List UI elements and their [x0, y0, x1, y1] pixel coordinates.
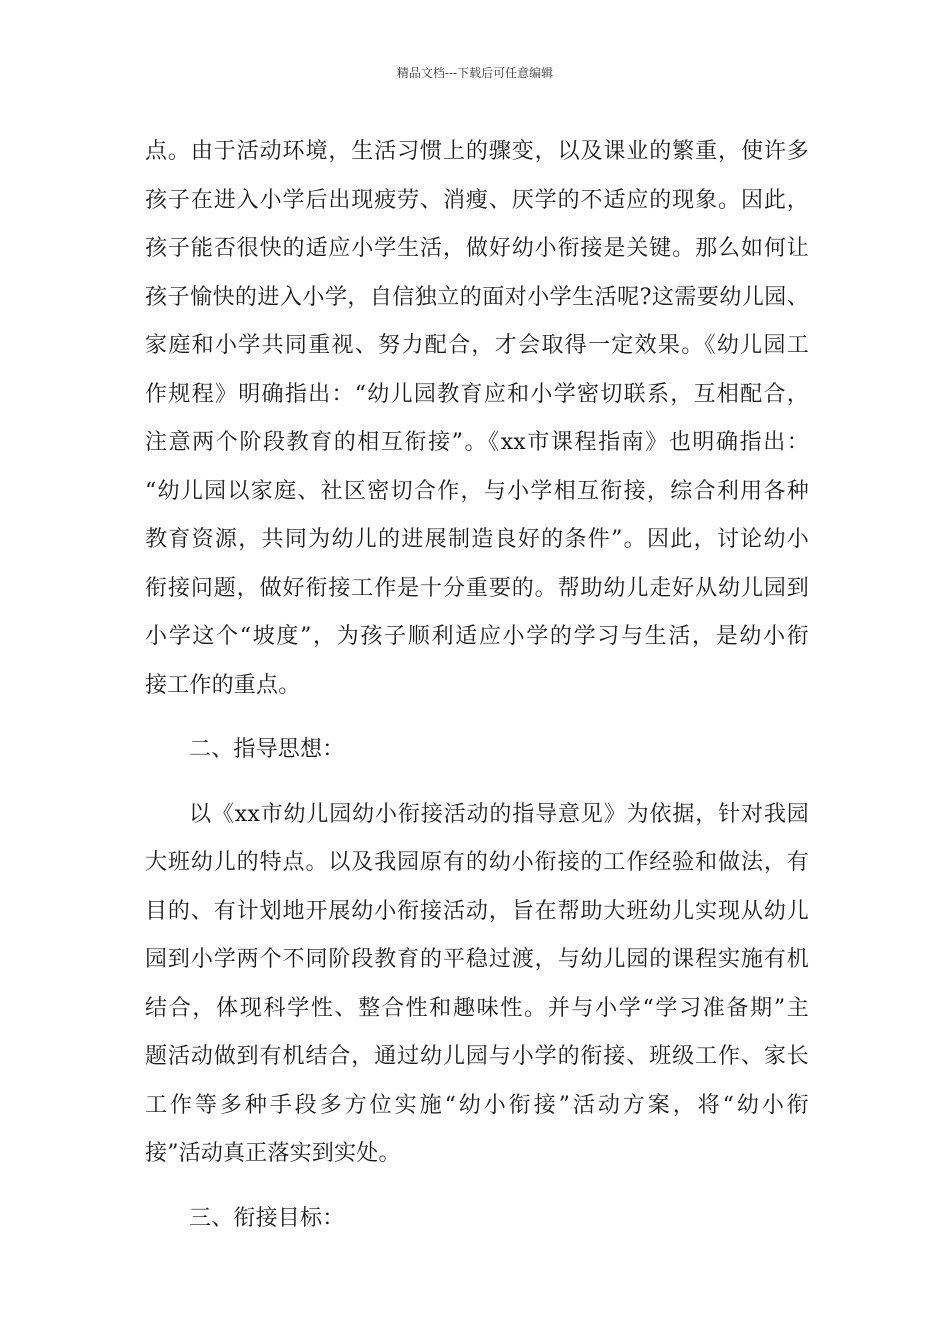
page-header: 精品文档---下载后可任意编辑: [396, 66, 554, 80]
document-body: [145, 128, 809, 1243]
paragraph-guiding-thought: [145, 791, 809, 1179]
text-line: 衔接问题，做好衔接工作是十分重要的。帮助幼儿走好从幼儿园到: [145, 575, 809, 601]
text-line: 大班幼儿的特点。以及我园原有的幼小衔接的工作经验和做法，有: [145, 850, 809, 875]
text-line: 孩子能否很快的适应小学生活，做好幼小衔接是关键。那么如何让: [145, 236, 809, 261]
text-line: 小学这个“坡度”，为孩子顺利适应小学的学习与生活，是幼小衔: [145, 624, 809, 649]
text-line: 接”活动真正落实到实处。: [145, 1141, 401, 1166]
text-line: 教育资源，共同为幼儿的进展制造良好的条件”。因此，讨论幼小: [145, 527, 809, 552]
text-line: 以《xx市幼儿园幼小衔接活动的指导意见》为依据，针对我园: [189, 801, 809, 827]
text-line: 目的、有计划地开展幼小衔接活动，旨在帮助大班幼儿实现从幼儿: [145, 898, 809, 924]
text-line: 点。由于活动环境，生活习惯上的骤变，以及课业的繁重，使许多: [145, 139, 809, 164]
text-line: 孩子在进入小学后出现疲劳、消瘦、厌学的不适应的现象。因此，: [145, 187, 809, 213]
text-line: 园到小学两个不同阶段教育的平稳过渡，与幼儿园的课程实施有机: [145, 947, 809, 972]
text-line: 孩子愉快的进入小学，自信独立的面对小学生活呢?这需要幼儿园、: [145, 284, 809, 310]
text-line: “幼儿园以家庭、社区密切合作，与小学相互衔接，综合利用各种: [145, 478, 809, 504]
text-line: 结合，体现科学性、整合性和趣味性。并与小学“学习准备期”主: [145, 995, 809, 1021]
paragraph-background: [145, 128, 809, 710]
text-line: 作规程》明确指出：“幼儿园教育应和小学密切联系，互相配合，: [145, 381, 809, 407]
text-line: 工作等多种手段多方位实施“幼小衔接”活动方案，将“幼小衔: [145, 1092, 809, 1118]
text-line: 家庭和小学共同重视、努力配合，才会取得一定效果。《幼儿园工: [145, 333, 809, 358]
section-heading-guiding-thought: 二、指导思想：: [189, 737, 345, 762]
text-line: 注意两个阶段教育的相互衔接”。《xx市课程指南》也明确指出：: [145, 430, 809, 455]
text-line: 接工作的重点。: [145, 672, 301, 698]
section-heading-transition-goals: 三、衔接目标：: [189, 1205, 345, 1231]
text-line: 题活动做到有机结合，通过幼儿园与小学的衔接、班级工作、家长: [145, 1044, 809, 1069]
